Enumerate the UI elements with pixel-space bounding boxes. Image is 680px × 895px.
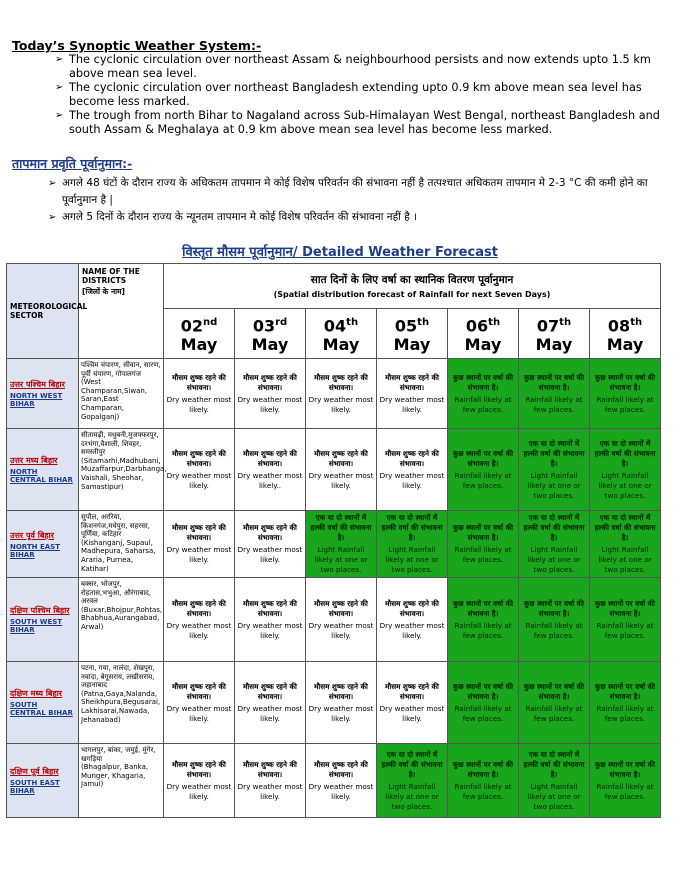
forecast-cell: मौसम शुष्क रहने की संभावना। Dry weather most likely.. bbox=[235, 429, 306, 511]
forecast-cell: मौसम शुष्क रहने की संभावना। Dry weather most likely. bbox=[164, 429, 235, 511]
synoptic-section bbox=[12, 39, 662, 137]
forecast-cell: मौसम शुष्क रहने की संभावना। Dry weather most likely. bbox=[235, 662, 306, 744]
table-row bbox=[7, 744, 661, 818]
synoptic-list bbox=[12, 53, 662, 137]
forecast-cell: मौसम शुष्क रहने की संभावना। Dry weather most likely. bbox=[306, 429, 377, 511]
forecast-cell: कुछ स्थानों पर वर्षा की संभावना है। Rainfall likely at few places. bbox=[448, 429, 519, 511]
forecast-cell: मौसम शुष्क रहने की संभावना। Dry weather most likely. bbox=[377, 662, 448, 744]
forecast-cell: एक या दो स्थानों में हल्की वर्षा की संभावना है। Light Rainfall likely at one or two places. bbox=[377, 511, 448, 578]
districts-cell: पश्चिम चंपारण, सीवान, सारण, पूर्वी चंपारण, गोपालगंज (West Champaran,Siwan, Saran,East Champaran, Gopalganj) bbox=[79, 359, 164, 429]
bullet-arrow-icon: ➢ bbox=[48, 212, 57, 223]
forecast-cell: मौसम शुष्क रहने की संभावना। Dry weather most likely. bbox=[164, 662, 235, 744]
table-row bbox=[7, 578, 661, 662]
forecast-cell: कुछ स्थानों पर वर्षा की संभावना है। Rainfall likely at few places. bbox=[590, 662, 661, 744]
synoptic-heading: Today’s Synoptic Weather System:- bbox=[12, 38, 262, 53]
forecast-cell: कुछ स्थानों पर वर्षा की संभावना है। Rainfall likely at few places. bbox=[448, 578, 519, 662]
forecast-cell: मौसम शुष्क रहने की संभावना। Dry weather most likely. bbox=[164, 744, 235, 818]
forecast-cell: मौसम शुष्क रहने की संभावना। Dry weather most likely. bbox=[235, 511, 306, 578]
forecast-cell: मौसम शुष्क रहने की संभावना। Dry weather most likely. bbox=[377, 359, 448, 429]
day-header: 08th May bbox=[590, 309, 661, 359]
forecast-cell: मौसम शुष्क रहने की संभावना। Dry weather most likely. bbox=[235, 578, 306, 662]
day-header: 02nd May bbox=[164, 309, 235, 359]
forecast-cell: मौसम शुष्क रहने की संभावना। Dry weather most likely. bbox=[164, 359, 235, 429]
forecast-cell: कुछ स्थानों पर वर्षा की संभावना है। Rainfall likely at few places. bbox=[448, 744, 519, 818]
forecast-cell: एक या दो स्थानों में हल्की वर्षा की संभावना है। Light Rainfall likely at one or two places. bbox=[590, 429, 661, 511]
sector-cell: उत्तर पश्चिम बिहार NORTH WEST BIHAR bbox=[7, 359, 79, 429]
sector-cell: दक्षिण पूर्व बिहार SOUTH EAST BIHAR bbox=[7, 744, 79, 818]
synoptic-item: ➢ The cyclonic circulation over northeast Assam & neighbourhood persists and now extends upto 1.5 km above mean sea level. bbox=[55, 53, 651, 80]
forecast-cell: मौसम शुष्क रहने की संभावना। Dry weather most likely. bbox=[235, 359, 306, 429]
forecast-cell: मौसम शुष्क रहने की संभावना। Dry weather most likely. bbox=[306, 578, 377, 662]
forecast-cell: कुछ स्थानों पर वर्षा की संभावना है। Rainfall likely at few places. bbox=[519, 578, 590, 662]
forecast-table bbox=[6, 263, 661, 818]
forecast-cell: मौसम शुष्क रहने की संभावना। Dry weather most likely. bbox=[164, 578, 235, 662]
districts-cell: सीतामढ़ी, मधुबनी,मुजफ्फरपुर, दरभंगा,वैशाली, शिवहर, समस्तीपुर (Sitamarhi,Madhubani, Muzaffarpur,Darbhanga, Vaishali, Sheohar, Samastipur) bbox=[79, 429, 164, 511]
districts-cell: पटना, गया, नालंदा, शेखपुरा, नवादा, बेगूसराय, लखीसराय, जहानाबाद (Patna,Gaya,Nalanda, Sheikhpura,Begusarai, Lakhisarai,Nawada, Jehanabad) bbox=[79, 662, 164, 744]
sector-cell: उत्तर पूर्व बिहार NORTH EAST BIHAR bbox=[7, 511, 79, 578]
districts-cell: सुपौल, अररिया, किशनगंज,मधेपुरा, सहरसा, पूर्णिया, कटिहार (Kishanganj, Supaul, Madhepura, Saharsa, Araria, Purnea, Katihar) bbox=[79, 511, 164, 578]
forecast-cell: कुछ स्थानों पर वर्षा की संभावना है। Rainfall likely at few places. bbox=[519, 359, 590, 429]
temperature-heading: तापमान प्रवृति पूर्वानुमान:- bbox=[12, 156, 133, 171]
bullet-arrow-icon: ➢ bbox=[55, 54, 64, 65]
day-header: 05th May bbox=[377, 309, 448, 359]
day-header: 04th May bbox=[306, 309, 377, 359]
forecast-cell: मौसम शुष्क रहने की संभावना। Dry weather most likely. bbox=[377, 578, 448, 662]
forecast-cell: एक या दो स्थानों में हल्की वर्षा की संभावना है। Light Rainfall likely at one or two places. bbox=[519, 429, 590, 511]
districts-cell: भागलपुर, बांका, जमुई, मुंगेर, खगड़िया (Bhagalpur, Banka, Munger, Khagaria, Jamui) bbox=[79, 744, 164, 818]
forecast-cell: कुछ स्थानों पर वर्षा की संभावना है। Rainfall likely at few places. bbox=[448, 511, 519, 578]
forecast-cell: कुछ स्थानों पर वर्षा की संभावना है। Rainfall likely at few places. bbox=[590, 744, 661, 818]
forecast-cell: मौसम शुष्क रहने की संभावना। Dry weather most likely. bbox=[377, 429, 448, 511]
forecast-cell: एक या दो स्थानों में हल्की वर्षा की संभावना है। Light Rainfall likely at one or two places. bbox=[519, 744, 590, 818]
temperature-item: ➢ अगले 5 दिनों के दौरान राज्य के न्यूनतम तापमान मे कोई विशेष परिवर्तन की संभावना नहीं है । bbox=[62, 209, 662, 226]
bullet-arrow-icon: ➢ bbox=[55, 110, 64, 121]
table-row bbox=[7, 511, 661, 578]
forecast-cell: कुछ स्थानों पर वर्षा की संभावना है। Rainfall likely at few places. bbox=[590, 578, 661, 662]
sector-cell: उत्तर मध्य बिहार NORTH CENTRAL BIHAR bbox=[7, 429, 79, 511]
forecast-cell: कुछ स्थानों पर वर्षा की संभावना है। Rainfall likely at few places. bbox=[590, 359, 661, 429]
temperature-list bbox=[12, 175, 662, 226]
table-row bbox=[7, 662, 661, 744]
sector-column-header: METEOROLOGICAL SECTOR bbox=[7, 264, 79, 359]
table-row bbox=[7, 429, 661, 511]
sector-cell: दक्षिण मध्य बिहार SOUTH CENTRAL BIHAR bbox=[7, 662, 79, 744]
day-header: 07th May bbox=[519, 309, 590, 359]
day-header: 03rd May bbox=[235, 309, 306, 359]
forecast-cell: कुछ स्थानों पर वर्षा की संभावना है। Rainfall likely at few places. bbox=[448, 662, 519, 744]
forecast-title: विस्तृत मौसम पूर्वानुमान/ Detailed Weather Forecast bbox=[182, 245, 498, 260]
forecast-cell: मौसम शुष्क रहने की संभावना। Dry weather most likely. bbox=[306, 359, 377, 429]
forecast-cell: एक या दो स्थानों में हल्की वर्षा की संभावना है। Light Rainfall likely at one or two places. bbox=[590, 511, 661, 578]
temperature-item: ➢ अगले 48 घंटों के दौरान राज्य के अधिकतम तापमान मे कोई विशेष परिवर्तन की संभावना नहीं है तत्पश्चात अधिकतम तापमान मे 2-3 °C की कमी होने का पूर्वानुमान है | bbox=[48, 177, 648, 206]
bullet-arrow-icon: ➢ bbox=[55, 82, 64, 93]
forecast-cell: मौसम शुष्क रहने की संभावना। Dry weather most likely. bbox=[306, 662, 377, 744]
forecast-cell: मौसम शुष्क रहने की संभावना। Dry weather most likely. bbox=[164, 511, 235, 578]
temperature-section bbox=[12, 155, 662, 226]
bullet-arrow-icon: ➢ bbox=[48, 178, 57, 189]
table-row bbox=[7, 359, 661, 429]
forecast-cell: मौसम शुष्क रहने की संभावना। Dry weather most likely. bbox=[306, 744, 377, 818]
districts-column-header: NAME OF THE DISTRICTS [जिलों के नाम] bbox=[79, 264, 164, 359]
forecast-cell: कुछ स्थानों पर वर्षा की संभावना है। Rainfall likely at few places. bbox=[448, 359, 519, 429]
rainfall-forecast-header: सात दिनों के लिए वर्षा का स्थानिक वितरण पूर्वानुमान (Spatial distribution forecast of Rainfall for next Seven Days) bbox=[164, 264, 661, 309]
districts-cell: बक्सर, भोजपुर, रोहतास,भभुआ, औरंगाबाद, अरवल (Buxar,Bhojpur,Rohtas, Bhabhua,Aurangabad, Arwal) bbox=[79, 578, 164, 662]
synoptic-item: ➢ The trough from north Bihar to Nagaland across Sub-Himalayan West Bengal, northeast Bangladesh and south Assam & Meghalaya at 0.9 km above mean sea level has become less marked. bbox=[55, 109, 660, 136]
forecast-cell: एक या दो स्थानों में हल्की वर्षा की संभावना है। Light Rainfall likely at one or two places. bbox=[519, 511, 590, 578]
day-header: 06th May bbox=[448, 309, 519, 359]
forecast-cell: मौसम शुष्क रहने की संभावना। Dry weather most likely. bbox=[235, 744, 306, 818]
sector-cell: दक्षिण पश्चिम बिहार SOUTH WEST BIHAR bbox=[7, 578, 79, 662]
forecast-cell: एक या दो स्थानों में हल्की वर्षा की संभावना है। Light Rainfall likely at one or two places. bbox=[306, 511, 377, 578]
forecast-cell: एक या दो स्थानों में हल्की वर्षा की संभावना है। Light Rainfall likely at one or two places. bbox=[377, 744, 448, 818]
synoptic-item: ➢ The cyclonic circulation over northeast Bangladesh extending upto 0.9 km above mean sea level has become less marked. bbox=[55, 81, 642, 108]
forecast-cell: कुछ स्थानों पर वर्षा की संभावना है। Rainfall likely at few places. bbox=[519, 662, 590, 744]
